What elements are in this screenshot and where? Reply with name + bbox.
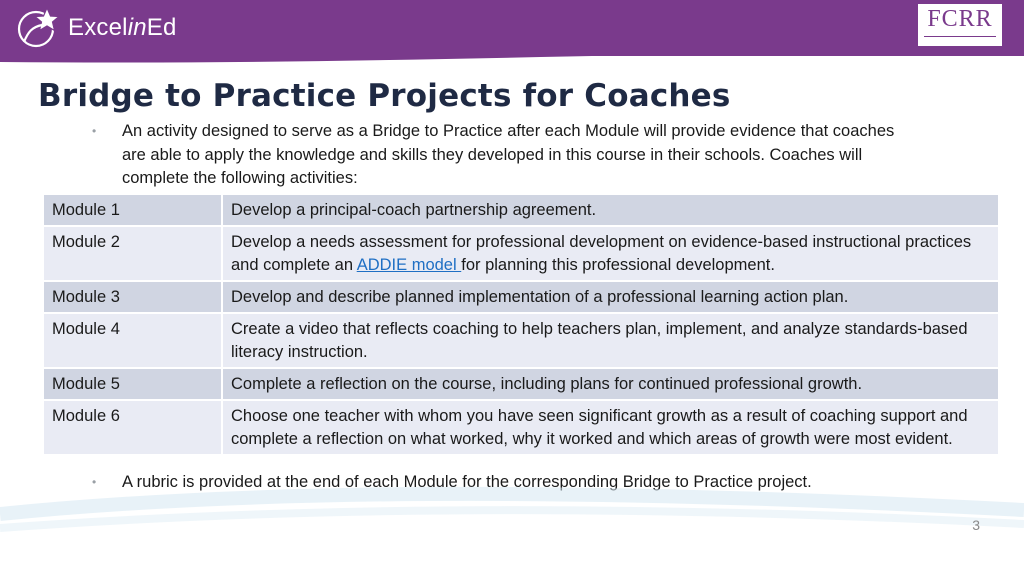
slide-title: Bridge to Practice Projects for Coaches — [38, 78, 731, 114]
fcrr-wordmark: FCRR — [927, 6, 993, 32]
star-swoosh-icon — [16, 6, 60, 50]
module-label: Module 2 — [43, 226, 222, 281]
table-row — [43, 194, 999, 226]
excelined-logo[interactable] — [16, 6, 177, 50]
module-activity: Develop a principal-coach partnership agreement. — [222, 194, 999, 226]
bullet-icon: • — [92, 475, 97, 489]
intro-text: An activity designed to serve as a Bridge to Practice after each Module will provide evidence that coaches are able to apply the knowledge and skills they developed in this course in their schools. Coaches will complete the following activities: — [122, 122, 895, 187]
module-label: Module 4 — [43, 313, 222, 368]
module-activity: Choose one teacher with whom you have seen significant growth as a result of coaching support and complete a reflection on what worked, why it worked and which areas of growth were most evident. — [222, 400, 999, 455]
module-activities-table — [42, 193, 1000, 456]
module-label: Module 1 — [43, 194, 222, 226]
page-number: 3 — [972, 517, 980, 533]
footer-swoosh — [0, 476, 1024, 576]
table-row — [43, 400, 999, 455]
activity-text-after-link: for planning this professional development. — [461, 256, 775, 274]
module-activity — [222, 226, 999, 281]
activity-text-before-link: Develop a needs assessment for professional development on evidence-based instructional practices and complete an — [231, 233, 972, 274]
module-label: Module 6 — [43, 400, 222, 455]
table-row — [43, 281, 999, 313]
bullet-icon: • — [92, 124, 97, 138]
brand-name: ExcelinEd — [68, 14, 177, 41]
table-row — [43, 368, 999, 400]
rubric-note: A rubric is provided at the end of each Module for the corresponding Bridge to Practice project. — [122, 473, 812, 491]
module-activity: Create a video that reflects coaching to help teachers plan, implement, and analyze standards-based literacy instruction. — [222, 313, 999, 368]
module-activity: Complete a reflection on the course, including plans for continued professional growth. — [222, 368, 999, 400]
module-label: Module 3 — [43, 281, 222, 313]
module-activity: Develop and describe planned implementation of a professional learning action plan. — [222, 281, 999, 313]
table-row — [43, 226, 999, 281]
addie-model-link[interactable]: ADDIE model — [356, 256, 462, 274]
fcrr-underline — [924, 36, 996, 37]
module-label: Module 5 — [43, 368, 222, 400]
fcrr-logo[interactable] — [918, 4, 1002, 46]
intro-bullet — [92, 120, 912, 191]
table-row — [43, 313, 999, 368]
